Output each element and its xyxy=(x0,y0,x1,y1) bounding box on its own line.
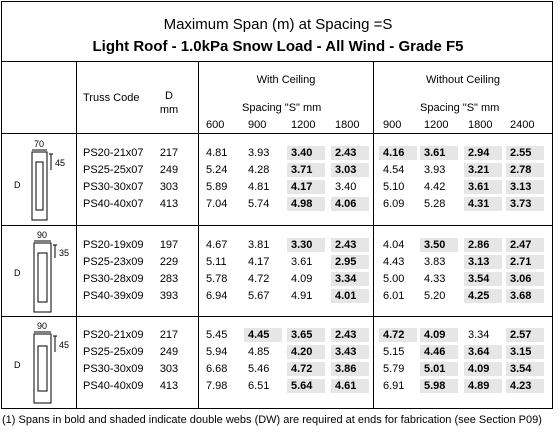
without-ceiling-header: Without Ceiling xyxy=(426,74,500,86)
span-cell: 4.43 xyxy=(383,256,405,268)
d-unit-header: mm xyxy=(159,104,179,116)
span-cell: 3.81 xyxy=(248,239,270,251)
truss-code-cell: PS40-39x09 xyxy=(83,290,144,302)
truss-code-cell: PS20-21x09 xyxy=(83,329,144,341)
span-cell-double-web: 3.21 xyxy=(464,163,502,177)
span-cell-double-web: 2.78 xyxy=(506,163,544,177)
span-cell: 3.93 xyxy=(248,147,270,159)
table-row xyxy=(2,328,552,342)
with-spacing-head: 900 xyxy=(248,119,267,131)
span-cell: 3.61 xyxy=(291,256,313,268)
span-cell-double-web: 4.17 xyxy=(287,180,325,194)
depth-cell: 413 xyxy=(159,380,179,392)
footnote: (1) Spans in bold and shaded indicate double webs (DW) are required at ends for fabrication (see Section P09) xyxy=(2,414,542,426)
without-spacing-head: 1800 xyxy=(468,119,493,131)
span-cell-double-web: 4.46 xyxy=(420,345,458,359)
span-cell: 4.28 xyxy=(248,164,270,176)
truss-code-cell: PS40-40x09 xyxy=(83,380,144,392)
span-cell-double-web: 3.54 xyxy=(464,272,502,286)
table-row xyxy=(2,272,552,286)
span-cell: 5.94 xyxy=(206,346,228,358)
span-cell-double-web: 3.68 xyxy=(506,289,544,303)
depth-cell: 249 xyxy=(159,346,179,358)
span-cell: 6.51 xyxy=(248,380,270,392)
span-cell-double-web: 4.20 xyxy=(287,345,325,359)
span-cell: 4.72 xyxy=(248,273,270,285)
span-cell: 4.09 xyxy=(291,273,313,285)
span-cell: 6.91 xyxy=(383,380,405,392)
depth-cell: 413 xyxy=(159,198,179,210)
span-cell-double-web: 4.06 xyxy=(331,197,369,211)
truss-code-header: Truss Code xyxy=(83,92,140,104)
span-cell-double-web: 3.61 xyxy=(420,146,458,160)
truss-code-cell: PS25-23x09 xyxy=(83,256,144,268)
span-cell-double-web: 2.94 xyxy=(464,146,502,160)
span-cell: 4.81 xyxy=(248,181,270,193)
span-cell: 5.79 xyxy=(383,363,405,375)
span-cell-double-web: 3.65 xyxy=(287,328,325,342)
depth-cell: 249 xyxy=(159,164,179,176)
depth-cell: 393 xyxy=(159,290,179,302)
span-cell-double-web: 2.47 xyxy=(506,238,544,252)
without-spacing-label: Spacing "S" mm xyxy=(420,102,500,114)
span-cell: 4.04 xyxy=(383,239,405,251)
span-cell-double-web: 5.64 xyxy=(287,379,325,393)
span-cell: 3.83 xyxy=(424,256,446,268)
span-cell: 3.93 xyxy=(424,164,446,176)
without-spacing-head: 1200 xyxy=(424,119,449,131)
span-cell-double-web: 4.72 xyxy=(379,328,417,342)
span-cell: 4.42 xyxy=(424,181,446,193)
span-cell-double-web: 3.03 xyxy=(331,163,369,177)
span-cell: 5.45 xyxy=(206,329,228,341)
table-row xyxy=(2,197,552,211)
span-cell: 6.01 xyxy=(383,290,405,302)
span-cell: 4.91 xyxy=(291,290,313,302)
table-subtitle: Light Roof - 1.0kPa Snow Load - All Wind - Grade F5 xyxy=(92,38,464,55)
span-cell-double-web: 3.73 xyxy=(506,197,544,211)
depth-cell: 283 xyxy=(159,273,179,285)
depth-cell: 197 xyxy=(159,239,179,251)
table-row xyxy=(2,146,552,160)
with-ceiling-header: With Ceiling xyxy=(256,74,316,86)
span-cell: 5.46 xyxy=(248,363,270,375)
span-cell-double-web: 3.13 xyxy=(464,255,502,269)
span-cell-double-web: 4.45 xyxy=(244,328,282,342)
without-spacing-head: 900 xyxy=(383,119,402,131)
span-cell: 5.28 xyxy=(424,198,446,210)
span-cell: 5.74 xyxy=(248,198,270,210)
table-row xyxy=(2,379,552,393)
span-cell-double-web: 3.06 xyxy=(506,272,544,286)
span-cell: 4.17 xyxy=(248,256,270,268)
truss-code-cell: PS20-19x09 xyxy=(83,239,144,251)
truss-code-cell: PS30-30x09 xyxy=(83,363,144,375)
depth-cell: 303 xyxy=(159,363,179,375)
span-cell: 5.20 xyxy=(424,290,446,302)
span-cell-double-web: 3.30 xyxy=(287,238,325,252)
span-cell-double-web: 2.55 xyxy=(506,146,544,160)
span-cell: 5.11 xyxy=(206,256,227,268)
span-cell-double-web: 2.57 xyxy=(506,328,544,342)
depth-cell: 217 xyxy=(159,329,179,341)
span-cell: 4.81 xyxy=(206,147,228,159)
table-row xyxy=(2,163,552,177)
span-cell-double-web: 4.98 xyxy=(287,197,325,211)
span-cell: 6.09 xyxy=(383,198,405,210)
span-cell: 5.00 xyxy=(383,273,405,285)
table-row xyxy=(2,238,552,252)
span-cell-double-web: 4.23 xyxy=(506,379,544,393)
diagram-depth-label: D xyxy=(14,268,21,278)
span-cell: 6.68 xyxy=(206,363,228,375)
with-spacing-head: 1200 xyxy=(291,119,316,131)
without-spacing-head: 2400 xyxy=(510,119,535,131)
span-cell-double-web: 3.40 xyxy=(287,146,325,160)
span-cell: 3.34 xyxy=(468,329,490,341)
span-cell-double-web: 3.50 xyxy=(420,238,458,252)
with-spacing-head: 600 xyxy=(206,119,225,131)
span-cell-double-web: 3.43 xyxy=(331,345,369,359)
span-cell-double-web: 2.71 xyxy=(506,255,544,269)
span-cell-double-web: 3.86 xyxy=(331,362,369,376)
truss-code-cell: PS40-40x07 xyxy=(83,198,144,210)
truss-code-cell: PS30-30x07 xyxy=(83,181,144,193)
span-cell-double-web: 2.43 xyxy=(331,238,369,252)
diagram-height-label: 35 xyxy=(59,248,70,258)
with-spacing-label: Spacing "S" mm xyxy=(242,102,322,114)
table-title: Maximum Span (m) at Spacing =S xyxy=(163,16,393,33)
diagram-height-label: 45 xyxy=(59,340,70,350)
table-row xyxy=(2,362,552,376)
span-cell-double-web: 2.43 xyxy=(331,328,369,342)
diagram-width-label: 70 xyxy=(33,139,45,149)
span-cell-double-web: 4.31 xyxy=(464,197,502,211)
span-cell-double-web: 4.25 xyxy=(464,289,502,303)
span-cell-double-web: 3.13 xyxy=(506,180,544,194)
diagram-width-label: 90 xyxy=(36,321,48,331)
truss-code-cell: PS20-21x07 xyxy=(83,147,144,159)
span-cell: 5.10 xyxy=(383,181,405,193)
depth-cell: 217 xyxy=(159,147,179,159)
span-cell: 5.89 xyxy=(206,181,228,193)
table-row xyxy=(2,255,552,269)
span-cell-double-web: 2.95 xyxy=(331,255,369,269)
span-cell-double-web: 3.54 xyxy=(506,362,544,376)
truss-code-cell: PS25-25x07 xyxy=(83,164,144,176)
with-spacing-head: 1800 xyxy=(335,119,360,131)
span-cell: 4.67 xyxy=(206,239,228,251)
span-cell: 7.04 xyxy=(206,198,228,210)
truss-code-cell: PS25-25x09 xyxy=(83,346,144,358)
depth-cell: 303 xyxy=(159,181,179,193)
span-cell: 4.33 xyxy=(424,273,446,285)
span-cell: 5.15 xyxy=(383,346,405,358)
span-cell: 3.40 xyxy=(335,181,357,193)
span-cell-double-web: 3.61 xyxy=(464,180,502,194)
span-cell: 5.78 xyxy=(206,273,228,285)
span-cell-double-web: 5.98 xyxy=(420,379,458,393)
diagram-depth-label: D xyxy=(14,180,21,190)
span-cell: 6.94 xyxy=(206,290,228,302)
diagram-depth-label: D xyxy=(14,360,21,370)
truss-code-cell: PS30-28x09 xyxy=(83,273,144,285)
span-cell: 5.67 xyxy=(248,290,270,302)
span-cell-double-web: 4.09 xyxy=(420,328,458,342)
table-row xyxy=(2,289,552,303)
span-cell-double-web: 3.34 xyxy=(331,272,369,286)
span-table-frame xyxy=(1,1,553,409)
span-cell-double-web: 4.01 xyxy=(331,289,369,303)
span-cell-double-web: 4.89 xyxy=(464,379,502,393)
span-cell: 4.54 xyxy=(383,164,405,176)
span-cell: 7.98 xyxy=(206,380,228,392)
span-cell-double-web: 3.71 xyxy=(287,163,325,177)
diagram-height-label: 45 xyxy=(55,158,66,168)
table-row xyxy=(2,180,552,194)
table-row xyxy=(2,345,552,359)
span-cell-double-web: 2.86 xyxy=(464,238,502,252)
span-cell: 5.24 xyxy=(206,164,228,176)
span-cell-double-web: 3.15 xyxy=(506,345,544,359)
span-cell-double-web: 2.43 xyxy=(331,146,369,160)
span-cell-double-web: 5.01 xyxy=(420,362,458,376)
span-cell-double-web: 4.09 xyxy=(464,362,502,376)
span-cell: 4.85 xyxy=(248,346,270,358)
span-cell-double-web: 3.64 xyxy=(464,345,502,359)
span-cell-double-web: 4.16 xyxy=(379,146,417,160)
depth-cell: 229 xyxy=(159,256,179,268)
diagram-width-label: 90 xyxy=(36,230,48,240)
d-header: D xyxy=(165,90,173,102)
span-cell-double-web: 4.72 xyxy=(287,362,325,376)
span-cell-double-web: 4.61 xyxy=(331,379,369,393)
